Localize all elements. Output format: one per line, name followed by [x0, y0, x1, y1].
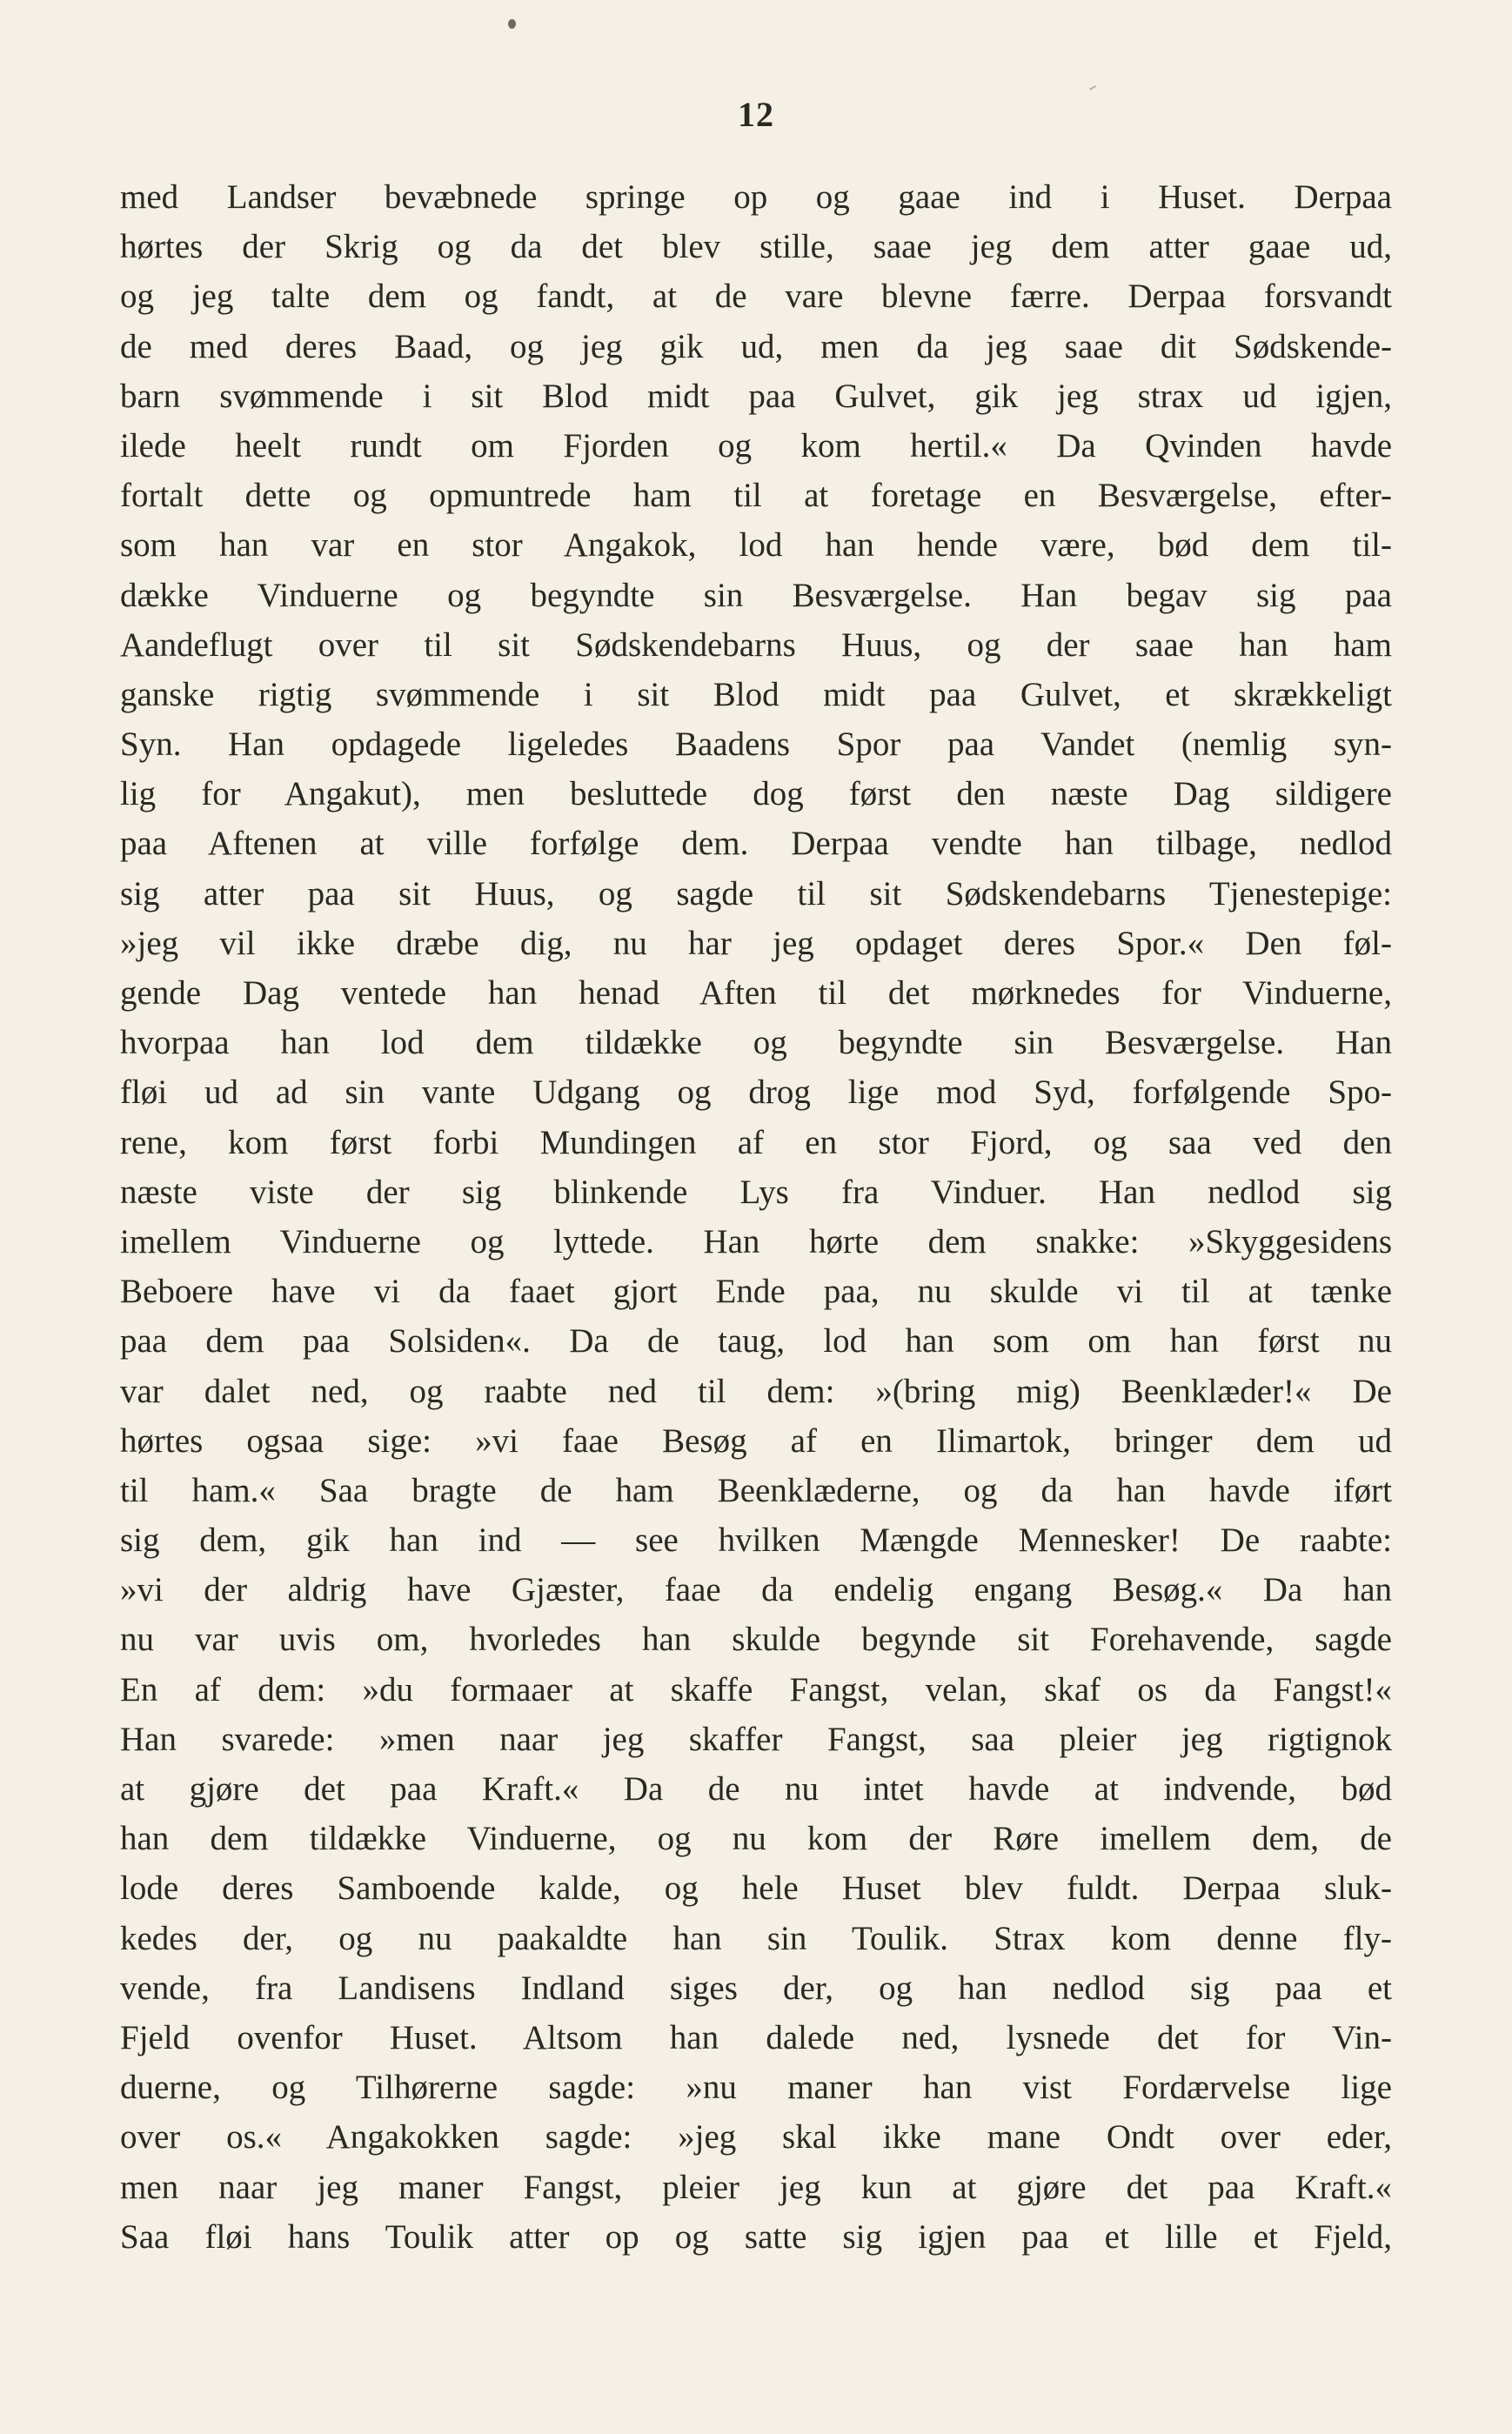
text-line: Syn. Han opdagede ligeledes Baadens Spor paa Vandet (nemlig syn- [120, 726, 1392, 764]
text-line: Saa fløi hans Toulik atter op og satte sig igjen paa et lille et Fjeld, [120, 2217, 1392, 2256]
text-line: rene, kom først forbi Mundingen af en stor Fjord, og saa ved den [120, 1123, 1392, 1161]
text-line: barn svømmende i sit Blod midt paa Gulvet, gik jeg strax ud igjen, [120, 377, 1392, 415]
text-line: duerne, og Tilhørerne sagde: »nu maner han vist Fordærvelse lige [120, 2069, 1392, 2107]
text-line: sig atter paa sit Huus, og sagde til sit Sødskendebarns Tjenestepige: [120, 874, 1392, 913]
text-line: Beboere have vi da faaet gjort Ende paa, nu skulde vi til at tænke [120, 1273, 1392, 1311]
text-line: imellem Vinduerne og lyttede. Han hørte dem snakke: »Skyggesidens [120, 1222, 1392, 1260]
text-line: nu var uvis om, hvorledes han skulde begynde sit Forehavende, sagde [120, 1621, 1392, 1659]
text-line: næste viste der sig blinkende Lys fra Vinduer. Han nedlod sig [120, 1173, 1392, 1211]
text-line: med Landser bevæbnede springe op og gaae ind i Huset. Derpaa [120, 178, 1392, 216]
text-line: Aandeflugt over til sit Sødskendebarns Huus, og der saae han ham [120, 625, 1392, 664]
text-line: »vi der aldrig have Gjæster, faae da endelig engang Besøg.« Da han [120, 1571, 1392, 1609]
text-line: men naar jeg maner Fangst, pleier jeg kun at gjøre det paa Kraft.« [120, 2168, 1392, 2206]
text-line: paa Aftenen at ville forfølge dem. Derpaa vendte han tilbage, nedlod [120, 825, 1392, 863]
text-line: lode deres Samboende kalde, og hele Huset blev fuldt. Derpaa sluk- [120, 1869, 1392, 1908]
text-line: til ham.« Saa bragte de ham Beenklæderne, og da han havde iført [120, 1471, 1392, 1509]
text-line: hørtes ogsaa sige: »vi faae Besøg af en Ilimartok, bringer dem ud [120, 1421, 1392, 1460]
text-line: hvorpaa han lod dem tildække og begyndte sin Besværgelse. Han [120, 1024, 1392, 1062]
body-text [120, 172, 1392, 2262]
text-line: fortalt dette og opmuntrede ham til at foretage en Besværgelse, efter- [120, 477, 1392, 515]
text-line: fløi ud ad sin vante Udgang og drog lige mod Syd, forfølgende Spo- [120, 1073, 1392, 1112]
text-line: de med deres Baad, og jeg gik ud, men da jeg saae dit Sødskende- [120, 327, 1392, 365]
text-line: og jeg talte dem og fandt, at de vare blevne færre. Derpaa forsvandt [120, 278, 1392, 316]
text-line: han dem tildække Vinduerne, og nu kom der Røre imellem dem, de [120, 1820, 1392, 1858]
text-line: Han svarede: »men naar jeg skaffer Fangst, saa pleier jeg rigtignok [120, 1720, 1392, 1758]
text-line: gende Dag ventede han henad Aften til det mørknedes for Vinduerne, [120, 974, 1392, 1012]
text-line: som han var en stor Angakok, lod han hende være, bød dem til- [120, 526, 1392, 565]
page-number: 12 [738, 95, 774, 134]
paper-mark [1089, 85, 1096, 90]
text-line: kedes der, og nu paakaldte han sin Toulik. Strax kom denne fly- [120, 1919, 1392, 1957]
text-line: »jeg vil ikke dræbe dig, nu har jeg opdaget deres Spor.« Den føl- [120, 924, 1392, 962]
text-line: var dalet ned, og raabte ned til dem: »(bring mig) Beenklæder!« De [120, 1372, 1392, 1410]
text-line: Fjeld ovenfor Huset. Altsom han dalede ned, lysnede det for Vin- [120, 2018, 1392, 2056]
text-line: ilede heelt rundt om Fjorden og kom hertil.« Da Qvinden havde [120, 426, 1392, 465]
text-line: at gjøre det paa Kraft.« Da de nu intet havde at indvende, bød [120, 1770, 1392, 1808]
text-line: hørtes der Skrig og da det blev stille, saae jeg dem atter gaae ud, [120, 228, 1392, 266]
text-line: lig for Angakut), men besluttede dog først den næste Dag sildigere [120, 775, 1392, 813]
ink-speck [508, 19, 516, 29]
text-line: dække Vinduerne og begyndte sin Besværgelse. Han begav sig paa [120, 576, 1392, 614]
text-line: paa dem paa Solsiden«. Da de taug, lod han som om han først nu [120, 1322, 1392, 1361]
text-line: ganske rigtig svømmende i sit Blod midt paa Gulvet, et skrækkeligt [120, 675, 1392, 713]
text-line: vende, fra Landisens Indland siges der, og han nedlod sig paa et [120, 1969, 1392, 2007]
text-line: sig dem, gik han ind — see hvilken Mængde Mennesker! De raabte: [120, 1521, 1392, 1560]
text-line: En af dem: »du formaaer at skaffe Fangst, velan, skaf os da Fangst!« [120, 1670, 1392, 1708]
text-line: over os.« Angakokken sagde: »jeg skal ikke mane Ondt over eder, [120, 2118, 1392, 2156]
